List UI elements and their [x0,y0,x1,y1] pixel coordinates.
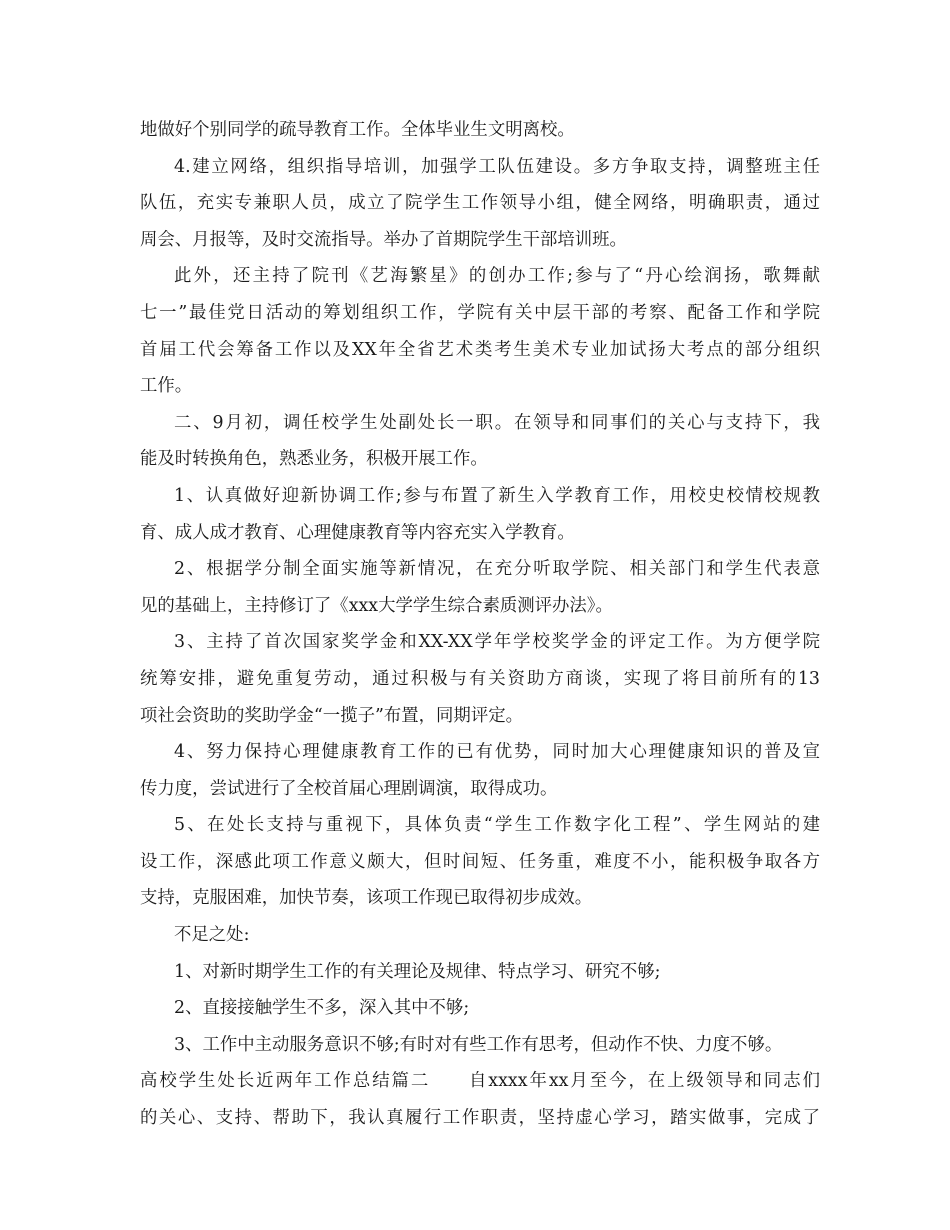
text-line: 周会、月报等，及时交流指导。举办了首期院学生干部培训班。 [140,229,627,250]
text-line: 能及时转换角色，熟悉业务，积极开展工作。 [140,449,488,470]
text-line: 地做好个别同学的疏导教育工作。全体毕业生文明离校。 [140,120,575,140]
text-line: 工作。 [140,376,193,397]
text-line: 七一”最佳党日活动的筹划组织工作，学院有关中层干部的考察、配备工作和学院 [140,302,820,323]
text-line: 育、成人成才教育、心理健康教育等内容充实入学教育。 [140,522,575,543]
text-line: 队伍，充实专兼职人员，成立了院学生工作领导小组，健全网络，明确职责，通过 [140,193,820,214]
text-line: 传力度，尝试进行了全校首届心理剧调演，取得成功。 [140,778,558,799]
text-line: 项社会资助的奖助学金“一揽子”布置，同期评定。 [140,705,523,726]
text-line: 2、直接接触学生不多，深入其中不够; [174,998,470,1019]
text-line: 4、努力保持心理健康教育工作的已有优势，同时加大心理健康知识的普及宣 [174,742,820,763]
text-line: 二、9月初，调任校学生处副处长一职。在领导和同事们的关心与支持下，我 [174,412,820,433]
text-line: 1、对新时期学生工作的有关理论及规律、特点学习、研究不够; [174,961,661,982]
text-line: 不足之处: [174,925,250,946]
text-line: 设工作，深感此项工作意义颇大，但时间短、任务重，难度不小，能积极争取各方 [140,851,820,872]
text-line: 此外，还主持了院刊《艺海繁星》的创办工作;参与了“丹心绘润扬，歌舞献 [174,266,820,287]
text-line: 的关心、支持、帮助下，我认真履行工作职责，坚持虚心学习，踏实做事，完成了 [140,1108,820,1129]
text-line: 1、认真做好迎新协调工作;参与布置了新生入学教育工作，用校史校情校规教 [174,485,820,506]
document-body [140,112,820,1137]
text-line: 高校学生处长近两年工作总结篇二 自xxxx年xx月至今，在上级领导和同志们 [140,1071,820,1092]
text-line: 支持，克服困难，加快节奏，该项工作现已取得初步成效。 [140,888,593,909]
text-line: 2、根据学分制全面实施等新情况，在充分听取学院、相关部门和学生代表意 [174,559,820,580]
text-line: 见的基础上，主持修订了《xxx大学学生综合素质测评办法》。 [140,595,613,616]
text-line: 3、主持了首次国家奖学金和XX-XX学年学校奖学金的评定工作。为方便学院 [174,632,820,653]
text-line: 5、在处长支持与重视下，具体负责“学生工作数字化工程”、学生网站的建 [174,815,820,836]
text-line: 3、工作中主动服务意识不够;有时对有些工作有思考，但动作不快、力度不够。 [174,1034,783,1055]
text-line: 统筹安排，避免重复劳动，通过积极与有关资助方商谈，实现了将目前所有的13 [140,668,820,689]
text-line: 4.建立网络，组织指导培训，加强学工队伍建设。多方争取支持，调整班主任 [174,156,820,177]
text-line: 首届工代会筹备工作以及XX年全省艺术类考生美术专业加试扬大考点的部分组织 [140,339,820,360]
